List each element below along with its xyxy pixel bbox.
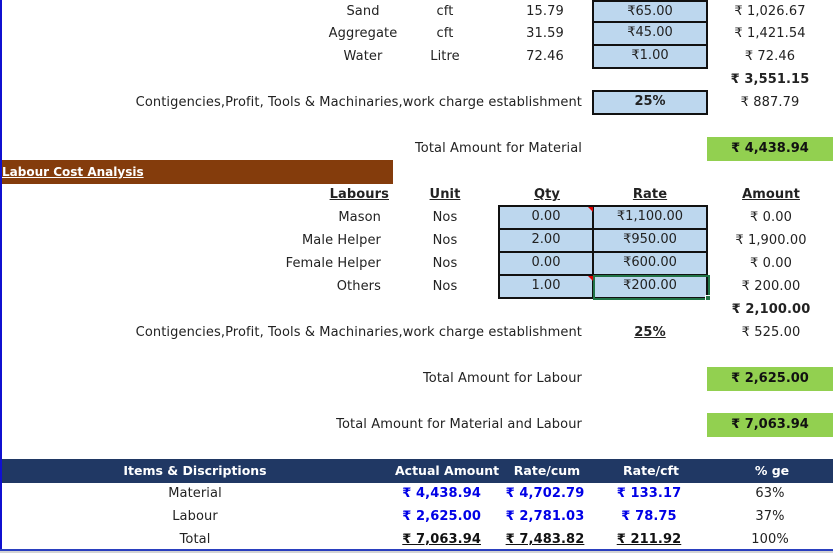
labour-amount: ₹ 0.00 xyxy=(750,256,792,271)
material-amount: ₹ 1,421.54 xyxy=(734,26,806,41)
summary-header-rate-cum: Rate/cum xyxy=(513,463,581,478)
labour-total-value: ₹ 2,625.00 xyxy=(707,367,833,391)
material-qty[interactable]: 31.59 xyxy=(526,26,564,41)
labour-header-amount: Amount xyxy=(742,187,800,202)
material-total-value: ₹ 4,438.94 xyxy=(707,137,833,161)
summary-rate-cft: ₹ 78.75 xyxy=(621,509,677,524)
labour-header-qty: Qty xyxy=(533,187,561,202)
material-rate-input[interactable]: ₹1.00 xyxy=(592,44,708,69)
labour-qty-input[interactable]: 0.00 xyxy=(498,251,594,276)
summary-actual: ₹ 4,438.94 xyxy=(402,486,481,501)
material-contingency-percent-input[interactable]: 25% xyxy=(592,90,708,115)
fill-handle[interactable] xyxy=(705,295,711,301)
labour-amount: ₹ 200.00 xyxy=(741,279,801,294)
material-contingency-amount: ₹ 887.79 xyxy=(740,95,800,110)
material-amount: ₹ 1,026.67 xyxy=(734,4,806,19)
material-amount: ₹ 72.46 xyxy=(744,49,796,64)
summary-header-actual: Actual Amount xyxy=(395,463,500,478)
material-rate-input[interactable]: ₹65.00 xyxy=(592,0,708,23)
material-unit: cft xyxy=(436,4,454,19)
summary-header-pct: % ge xyxy=(754,463,790,478)
summary-rate-cft: ₹ 211.92 xyxy=(616,532,682,547)
material-name: Water xyxy=(343,49,383,64)
material-contingency-label: Contigencies,Profit, Tools & Machinaries,work charge establishment xyxy=(135,95,582,110)
labour-amount: ₹ 1,900.00 xyxy=(735,233,807,248)
summary-pct: 63% xyxy=(755,486,785,501)
labour-header-rate: Rate xyxy=(632,187,668,202)
material-qty[interactable]: 72.46 xyxy=(526,49,564,64)
labour-contingency-label: Contigencies,Profit, Tools & Machinaries,work charge establishment xyxy=(135,325,582,340)
material-name: Aggregate xyxy=(328,26,398,41)
summary-actual: ₹ 7,063.94 xyxy=(402,532,481,547)
material-unit: cft xyxy=(436,26,454,41)
material-total-label: Total Amount for Material xyxy=(414,141,582,156)
labour-total-label: Total Amount for Labour xyxy=(422,371,582,386)
labour-unit: Nos xyxy=(432,210,458,225)
summary-rate-cft: ₹ 133.17 xyxy=(616,486,682,501)
labour-amount: ₹ 0.00 xyxy=(750,210,792,225)
labour-rate-input[interactable]: ₹1,100.00 xyxy=(592,205,708,230)
summary-rate-cum: ₹ 7,483.82 xyxy=(505,532,585,547)
labour-rate-input[interactable]: ₹200.00 xyxy=(592,274,708,299)
labour-contingency-amount: ₹ 525.00 xyxy=(741,325,801,340)
summary-rate-cum: ₹ 2,781.03 xyxy=(505,509,585,524)
summary-actual: ₹ 2,625.00 xyxy=(402,509,481,524)
labour-contingency-percent[interactable]: 25% xyxy=(634,325,666,340)
labour-name: Male Helper xyxy=(301,233,381,248)
labour-rate-input[interactable]: ₹950.00 xyxy=(592,228,708,253)
material-rate-input[interactable]: ₹45.00 xyxy=(592,21,708,46)
labour-rate-input[interactable]: ₹600.00 xyxy=(592,251,708,276)
summary-pct: 100% xyxy=(751,532,789,547)
labour-header-labours: Labours xyxy=(329,187,389,202)
labour-header-unit: Unit xyxy=(429,187,461,202)
summary-item: Total xyxy=(179,532,211,547)
material-qty[interactable]: 15.79 xyxy=(526,4,564,19)
summary-header-rate-cft: Rate/cft xyxy=(623,463,679,478)
labour-qty-input[interactable]: 1.00 xyxy=(498,274,594,299)
labour-unit: Nos xyxy=(432,279,458,294)
labour-unit: Nos xyxy=(432,256,458,271)
grand-total-value: ₹ 7,063.94 xyxy=(707,413,833,437)
labour-name: Others xyxy=(336,279,381,294)
summary-item: Material xyxy=(168,486,222,501)
labour-name: Mason xyxy=(338,210,381,225)
summary-header-row xyxy=(2,459,833,483)
material-subtotal: ₹ 3,551.15 xyxy=(730,72,810,87)
material-unit: Litre xyxy=(430,49,460,64)
labour-name: Female Helper xyxy=(285,256,381,271)
comment-indicator-icon[interactable] xyxy=(588,207,593,212)
labour-subtotal: ₹ 2,100.00 xyxy=(731,302,811,317)
grand-total-label: Total Amount for Material and Labour xyxy=(336,417,582,432)
summary-header-items: Items & Discriptions xyxy=(123,463,267,478)
labour-unit: Nos xyxy=(432,233,458,248)
labour-section-header: Labour Cost Analysis xyxy=(2,160,393,184)
summary-item: Labour xyxy=(172,509,218,524)
material-name: Sand xyxy=(346,4,380,19)
labour-qty-input[interactable]: 2.00 xyxy=(498,228,594,253)
summary-pct: 37% xyxy=(755,509,785,524)
summary-rate-cum: ₹ 4,702.79 xyxy=(505,486,585,501)
active-cell-selection xyxy=(593,275,710,300)
labour-qty-input[interactable]: 0.00 xyxy=(498,205,594,230)
